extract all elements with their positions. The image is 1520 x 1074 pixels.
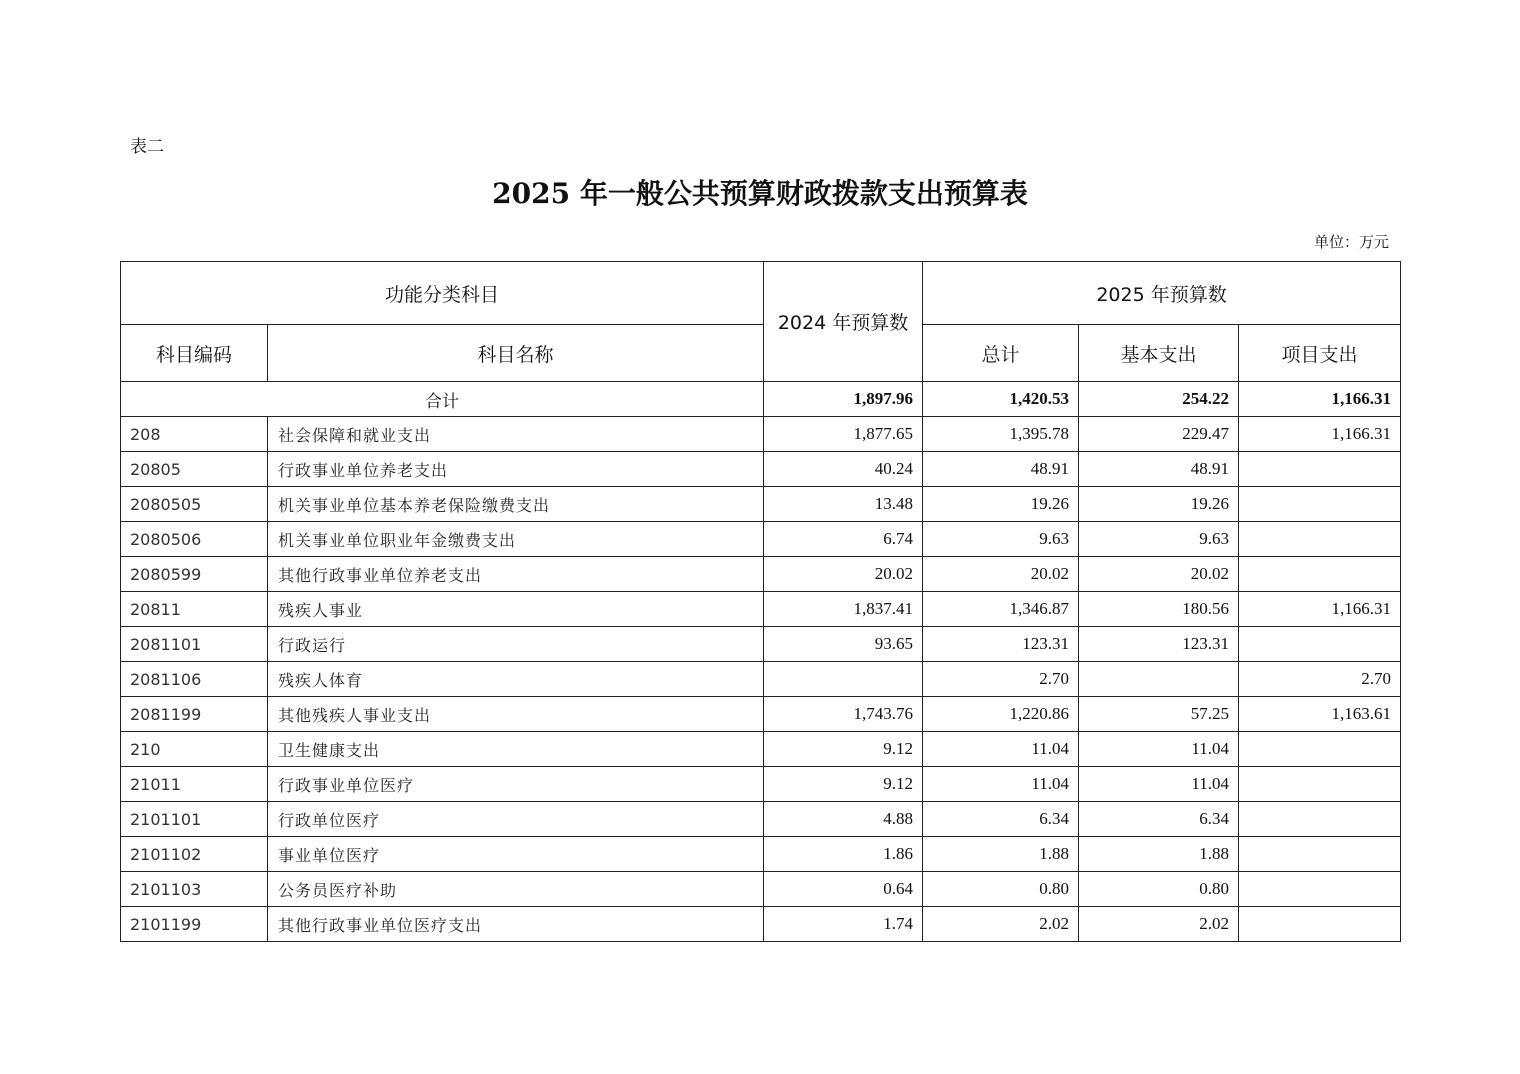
subject-code-cell: 208 bbox=[121, 417, 268, 452]
subject-name-cell: 公务员医疗补助 bbox=[268, 872, 764, 907]
project-expenditure-cell bbox=[1239, 907, 1401, 942]
budget-2024-cell: 20.02 bbox=[764, 557, 923, 592]
table-row bbox=[121, 452, 1401, 487]
subject-name-cell: 其他残疾人事业支出 bbox=[268, 697, 764, 732]
total-cell: 20.02 bbox=[923, 557, 1079, 592]
basic-expenditure-cell: 123.31 bbox=[1079, 627, 1239, 662]
basic-expenditure-cell: 2.02 bbox=[1079, 907, 1239, 942]
total-cell: 2.02 bbox=[923, 907, 1079, 942]
unit-label: 单位：万元 bbox=[1313, 233, 1389, 251]
basic-expenditure-cell: 6.34 bbox=[1079, 802, 1239, 837]
subject-name-cell: 行政运行 bbox=[268, 627, 764, 662]
project-expenditure-cell bbox=[1239, 522, 1401, 557]
table-row bbox=[121, 662, 1401, 697]
project-expenditure-cell bbox=[1239, 557, 1401, 592]
budget-table bbox=[120, 261, 1401, 942]
budget-2024-cell: 0.64 bbox=[764, 872, 923, 907]
basic-expenditure-cell: 1.88 bbox=[1079, 837, 1239, 872]
subject-name-cell: 残疾人事业 bbox=[268, 592, 764, 627]
total-cell: 123.31 bbox=[923, 627, 1079, 662]
subject-code-cell: 2101102 bbox=[121, 837, 268, 872]
table-row bbox=[121, 802, 1401, 837]
budget-2024-cell: 40.24 bbox=[764, 452, 923, 487]
total-total: 1,420.53 bbox=[923, 382, 1079, 417]
project-expenditure-cell bbox=[1239, 732, 1401, 767]
total-cell: 0.80 bbox=[923, 872, 1079, 907]
total-cell: 11.04 bbox=[923, 732, 1079, 767]
project-expenditure-cell: 1,166.31 bbox=[1239, 592, 1401, 627]
subject-name-cell: 行政单位医疗 bbox=[268, 802, 764, 837]
header-project-expenditure: 项目支出 bbox=[1239, 325, 1401, 382]
table-row bbox=[121, 732, 1401, 767]
subject-name-cell: 行政事业单位养老支出 bbox=[268, 452, 764, 487]
basic-expenditure-cell: 19.26 bbox=[1079, 487, 1239, 522]
table-row bbox=[121, 487, 1401, 522]
budget-2024-cell: 9.12 bbox=[764, 767, 923, 802]
subject-code-cell: 210 bbox=[121, 732, 268, 767]
table-row bbox=[121, 522, 1401, 557]
table-row bbox=[121, 837, 1401, 872]
basic-expenditure-cell: 0.80 bbox=[1079, 872, 1239, 907]
basic-expenditure-cell: 48.91 bbox=[1079, 452, 1239, 487]
header-total: 总计 bbox=[923, 325, 1079, 382]
table-number-label: 表二 bbox=[130, 137, 164, 157]
total-budget-2024: 1,897.96 bbox=[764, 382, 923, 417]
basic-expenditure-cell: 229.47 bbox=[1079, 417, 1239, 452]
total-row bbox=[121, 382, 1401, 417]
budget-2024-cell: 93.65 bbox=[764, 627, 923, 662]
header-budget-2025: 2025 年预算数 bbox=[923, 262, 1401, 325]
total-cell: 1,395.78 bbox=[923, 417, 1079, 452]
project-expenditure-cell bbox=[1239, 627, 1401, 662]
project-expenditure-cell bbox=[1239, 452, 1401, 487]
subject-code-cell: 2101103 bbox=[121, 872, 268, 907]
document-title: 2025 年一般公共预算财政拨款支出预算表 bbox=[492, 177, 1028, 210]
budget-2024-cell: 1,743.76 bbox=[764, 697, 923, 732]
project-expenditure-cell: 1,166.31 bbox=[1239, 417, 1401, 452]
budget-2024-cell: 1,837.41 bbox=[764, 592, 923, 627]
project-expenditure-cell bbox=[1239, 837, 1401, 872]
table-row bbox=[121, 907, 1401, 942]
project-expenditure-cell: 2.70 bbox=[1239, 662, 1401, 697]
budget-2024-cell bbox=[764, 662, 923, 697]
table-row bbox=[121, 697, 1401, 732]
total-label: 合计 bbox=[121, 382, 764, 417]
basic-expenditure-cell: 20.02 bbox=[1079, 557, 1239, 592]
budget-2024-cell: 9.12 bbox=[764, 732, 923, 767]
total-cell: 6.34 bbox=[923, 802, 1079, 837]
table-row bbox=[121, 627, 1401, 662]
budget-2024-cell: 1,877.65 bbox=[764, 417, 923, 452]
header-budget-2024: 2024 年预算数 bbox=[764, 262, 923, 382]
subject-code-cell: 2101101 bbox=[121, 802, 268, 837]
subject-name-cell: 机关事业单位基本养老保险缴费支出 bbox=[268, 487, 764, 522]
subject-code-cell: 2101199 bbox=[121, 907, 268, 942]
subject-name-cell: 事业单位医疗 bbox=[268, 837, 764, 872]
table-row bbox=[121, 417, 1401, 452]
subject-name-cell: 社会保障和就业支出 bbox=[268, 417, 764, 452]
basic-expenditure-cell: 11.04 bbox=[1079, 767, 1239, 802]
budget-2024-cell: 1.74 bbox=[764, 907, 923, 942]
basic-expenditure-cell: 57.25 bbox=[1079, 697, 1239, 732]
table-row bbox=[121, 557, 1401, 592]
total-cell: 9.63 bbox=[923, 522, 1079, 557]
subject-name-cell: 其他行政事业单位养老支出 bbox=[268, 557, 764, 592]
budget-2024-cell: 4.88 bbox=[764, 802, 923, 837]
project-expenditure-cell bbox=[1239, 802, 1401, 837]
total-cell: 1,346.87 bbox=[923, 592, 1079, 627]
project-expenditure-cell bbox=[1239, 872, 1401, 907]
header-basic-expenditure: 基本支出 bbox=[1079, 325, 1239, 382]
budget-2024-cell: 13.48 bbox=[764, 487, 923, 522]
basic-expenditure-cell bbox=[1079, 662, 1239, 697]
table-row bbox=[121, 872, 1401, 907]
subject-code-cell: 2081106 bbox=[121, 662, 268, 697]
subject-code-cell: 21011 bbox=[121, 767, 268, 802]
basic-expenditure-cell: 180.56 bbox=[1079, 592, 1239, 627]
subject-code-cell: 2080505 bbox=[121, 487, 268, 522]
header-row-2 bbox=[121, 325, 1401, 382]
total-cell: 1.88 bbox=[923, 837, 1079, 872]
subject-name-cell: 行政事业单位医疗 bbox=[268, 767, 764, 802]
project-expenditure-cell bbox=[1239, 487, 1401, 522]
subject-code-cell: 2080506 bbox=[121, 522, 268, 557]
subject-code-cell: 2080599 bbox=[121, 557, 268, 592]
table-row bbox=[121, 767, 1401, 802]
subject-code-cell: 2081101 bbox=[121, 627, 268, 662]
header-functional-category: 功能分类科目 bbox=[121, 262, 764, 325]
subject-code-cell: 2081199 bbox=[121, 697, 268, 732]
budget-2024-cell: 1.86 bbox=[764, 837, 923, 872]
subject-code-cell: 20811 bbox=[121, 592, 268, 627]
subject-code-cell: 20805 bbox=[121, 452, 268, 487]
header-subject-name: 科目名称 bbox=[268, 325, 764, 382]
basic-expenditure-cell: 11.04 bbox=[1079, 732, 1239, 767]
total-project: 1,166.31 bbox=[1239, 382, 1401, 417]
total-cell: 48.91 bbox=[923, 452, 1079, 487]
total-cell: 2.70 bbox=[923, 662, 1079, 697]
project-expenditure-cell: 1,163.61 bbox=[1239, 697, 1401, 732]
subject-name-cell: 残疾人体育 bbox=[268, 662, 764, 697]
project-expenditure-cell bbox=[1239, 767, 1401, 802]
budget-2024-cell: 6.74 bbox=[764, 522, 923, 557]
total-cell: 19.26 bbox=[923, 487, 1079, 522]
header-subject-code: 科目编码 bbox=[121, 325, 268, 382]
subject-name-cell: 卫生健康支出 bbox=[268, 732, 764, 767]
table-row bbox=[121, 592, 1401, 627]
total-cell: 11.04 bbox=[923, 767, 1079, 802]
header-row-1 bbox=[121, 262, 1401, 325]
subject-name-cell: 机关事业单位职业年金缴费支出 bbox=[268, 522, 764, 557]
total-cell: 1,220.86 bbox=[923, 697, 1079, 732]
basic-expenditure-cell: 9.63 bbox=[1079, 522, 1239, 557]
total-basic: 254.22 bbox=[1079, 382, 1239, 417]
subject-name-cell: 其他行政事业单位医疗支出 bbox=[268, 907, 764, 942]
